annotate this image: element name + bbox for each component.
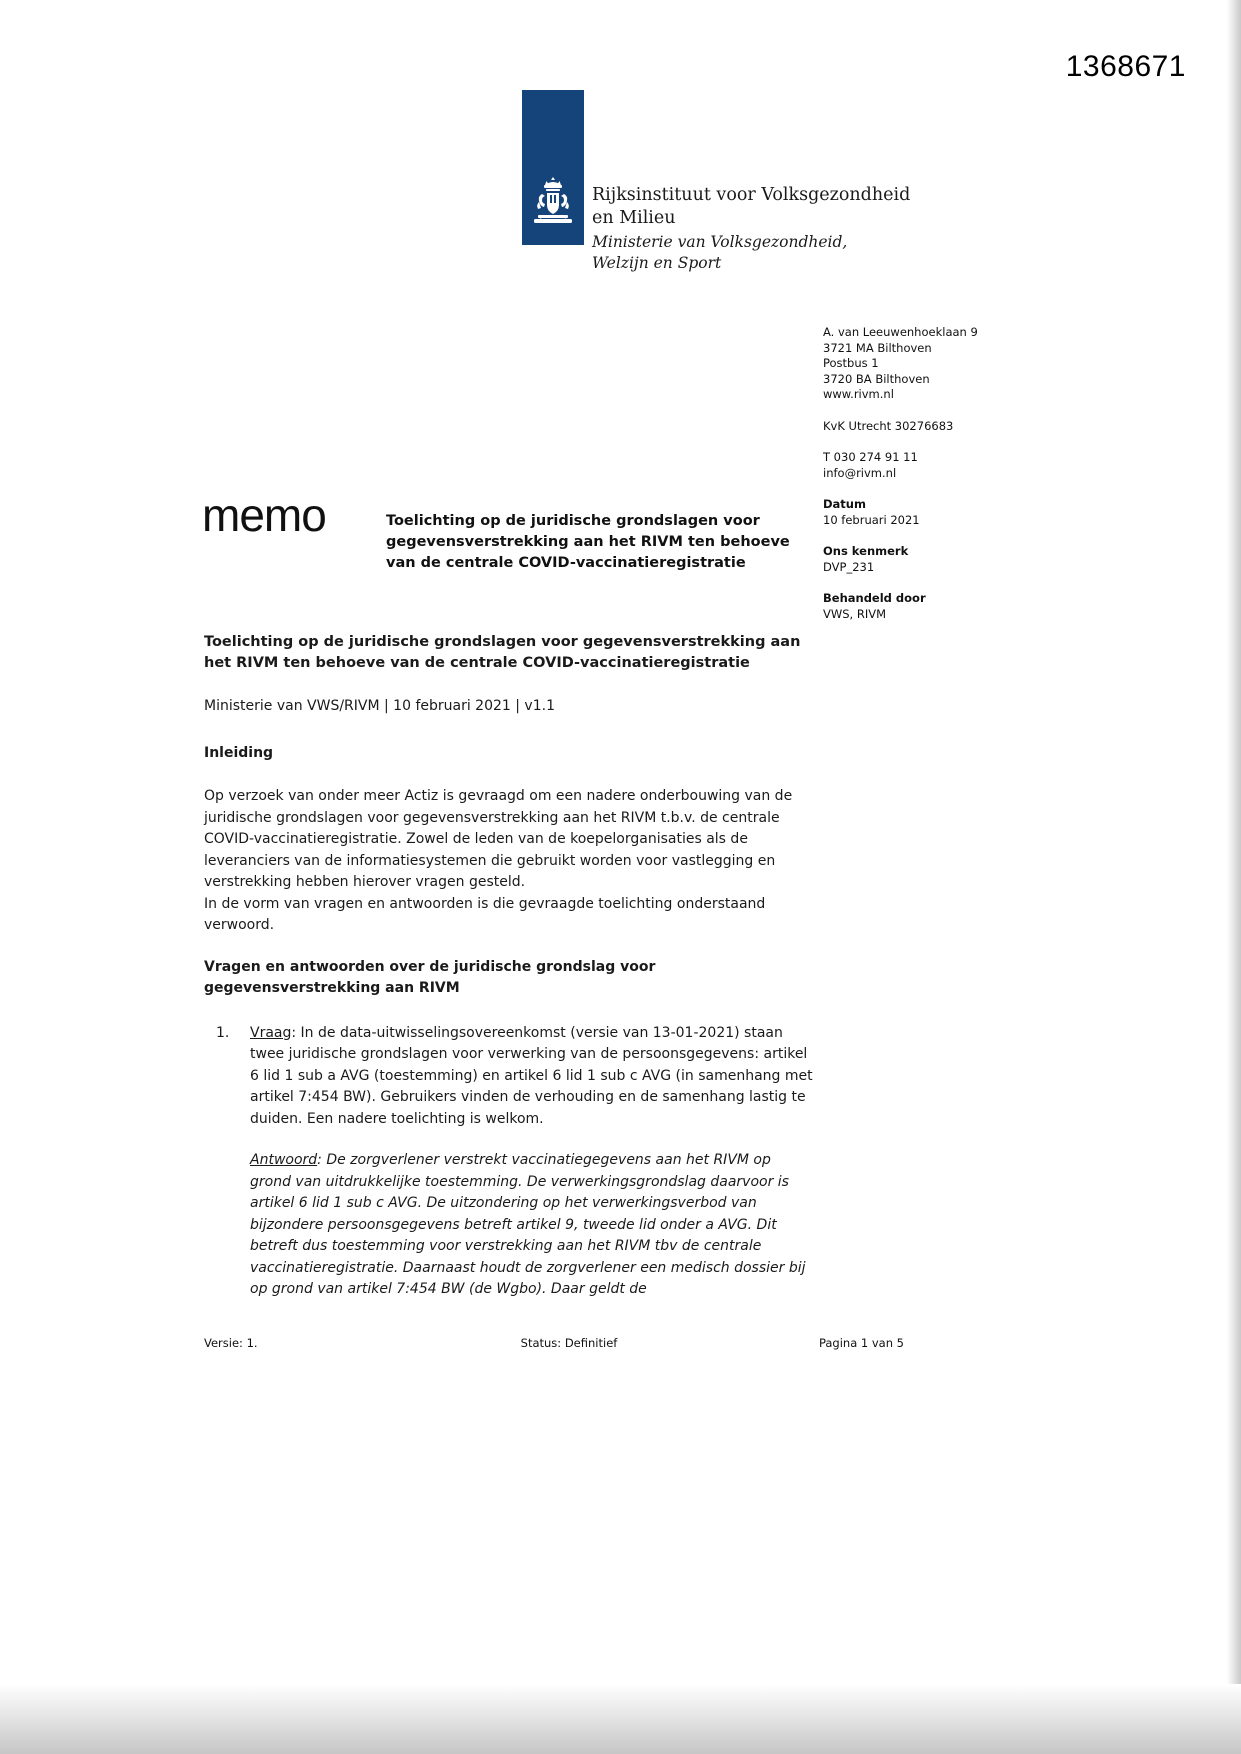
date-value: 10 februari 2021 xyxy=(823,512,920,527)
footer-page-number: Pagina 1 van 5 xyxy=(818,1336,904,1350)
page-edge-shadow-bottom xyxy=(0,1684,1241,1754)
qa-list xyxy=(204,1023,814,1301)
logo-line-4: Welzijn en Sport xyxy=(592,254,722,272)
contact-block xyxy=(823,450,1103,481)
logo-line-3: Ministerie van Volksgezondheid, xyxy=(592,233,848,251)
logo-line-1: Rijksinstituut voor Volksgezondheid xyxy=(592,185,911,205)
handler-label: Behandeld door xyxy=(823,591,926,605)
footer-status: Status: Definitief xyxy=(520,1336,618,1350)
question-label: Vraag xyxy=(250,1024,292,1041)
website-url[interactable]: www.rivm.nl xyxy=(823,387,894,401)
address-line: A. van Leeuwenhoeklaan 9 xyxy=(823,325,978,339)
document-number: 1368671 xyxy=(1065,50,1186,83)
date-block xyxy=(823,497,1103,528)
address-line: 3720 BA Bilthoven xyxy=(823,371,930,386)
memo-word: memo xyxy=(202,489,326,541)
logo-text xyxy=(592,184,942,274)
address-line: 3721 MA Bilthoven xyxy=(823,340,932,355)
handler-value: VWS, RIVM xyxy=(823,606,887,621)
handler-block xyxy=(823,591,1103,622)
phone-number: T 030 274 91 11 xyxy=(823,450,918,464)
address-block xyxy=(823,325,1103,403)
reference-value: DVP_231 xyxy=(823,559,875,574)
intro-paragraph-2: In de vorm van vragen en antwoorden is die gevraagde toelichting onderstaand verwoord. xyxy=(204,895,766,933)
answer-text xyxy=(250,1150,814,1301)
question-body: : In de data-uitwisselingsovereenkomst (versie van 13-01-2021) staan twee juridische grondslagen voor verwerking van de persoonsgegevens: artikel 6 lid 1 sub a AVG (toestemming) en artikel 6 lid 1 sub c AVG (in samenhang met artikel 7:454 BW). Gebruikers vinden de verhouding en de samenhang lastig te duiden. Een nadere toelichting is welkom. xyxy=(250,1024,813,1127)
answer-label: Antwoord xyxy=(250,1152,318,1168)
rivm-logo xyxy=(522,90,942,280)
question-text xyxy=(250,1023,814,1131)
page-title: Toelichting op de juridische grondslagen voor gegevensverstrekking aan het RIVM ten behoeve van de centrale COVID-vaccinatieregistratie xyxy=(204,634,801,671)
answer-body: : De zorgverlener verstrekt vaccinatiegegevens aan het RIVM op grond van uitdrukkelijke toestemming. De verwerkingsgrondslag daarvoor is artikel 6 lid 1 sub c AVG. De uitzondering op het verwerkingsverbod van bijzondere persoonsgegevens betreft artikel 9, tweede lid onder a AVG. Dit betreft dus toestemming voor verstrekking aan het RIVM tbv de centrale vaccinatieregistratie. Daarnaast houdt de zorgverlener een medisch dossier bij op grond van artikel 7:454 BW (de Wgbo). Daar geldt de xyxy=(250,1152,806,1297)
footer-version: Versie: 1. xyxy=(204,1336,258,1350)
document-meta-line: Ministerie van VWS/RIVM | 10 februari 2021 | v1.1 xyxy=(204,698,555,714)
section-heading-introduction: Inleiding xyxy=(204,745,274,761)
list-item xyxy=(250,1023,814,1301)
page-edge-shadow-right xyxy=(1227,0,1241,1754)
intro-paragraph-1: Op verzoek van onder meer Actiz is gevraagd om een nadere onderbouwing van de juridische grondslagen voor gegevensverstrekking aan het RIVM t.b.v. de centrale COVID-vaccinatieregistratie. Zowel de leden van de koepelorganisaties als de leveranciers van de informatiesystemen die gebruikt worden voor vastlegging en verstrekking hebben hierover vragen gesteld. xyxy=(204,788,793,890)
email-address[interactable]: info@rivm.nl xyxy=(823,465,897,480)
section-heading-questions-answers: Vragen en antwoorden over de juridische grondslag voor gegevensverstrekking aan RIVM xyxy=(204,958,656,996)
registration-block xyxy=(823,419,1103,435)
reference-label: Ons kenmerk xyxy=(823,544,909,558)
logo-line-2: en Milieu xyxy=(592,208,676,228)
dutch-coat-of-arms-icon xyxy=(528,174,578,234)
kvk-number: KvK Utrecht 30276683 xyxy=(823,418,954,433)
document-body xyxy=(204,632,814,1323)
page-footer xyxy=(204,1336,904,1350)
reference-block xyxy=(823,544,1103,575)
address-line: Postbus 1 xyxy=(823,356,879,370)
memo-subject: Toelichting op de juridische grondslagen voor gegevensverstrekking aan het RIVM ten behoeve van de centrale COVID-vaccinatieregistratie xyxy=(386,513,790,571)
contact-info-column xyxy=(823,325,1103,622)
date-label: Datum xyxy=(823,497,866,511)
